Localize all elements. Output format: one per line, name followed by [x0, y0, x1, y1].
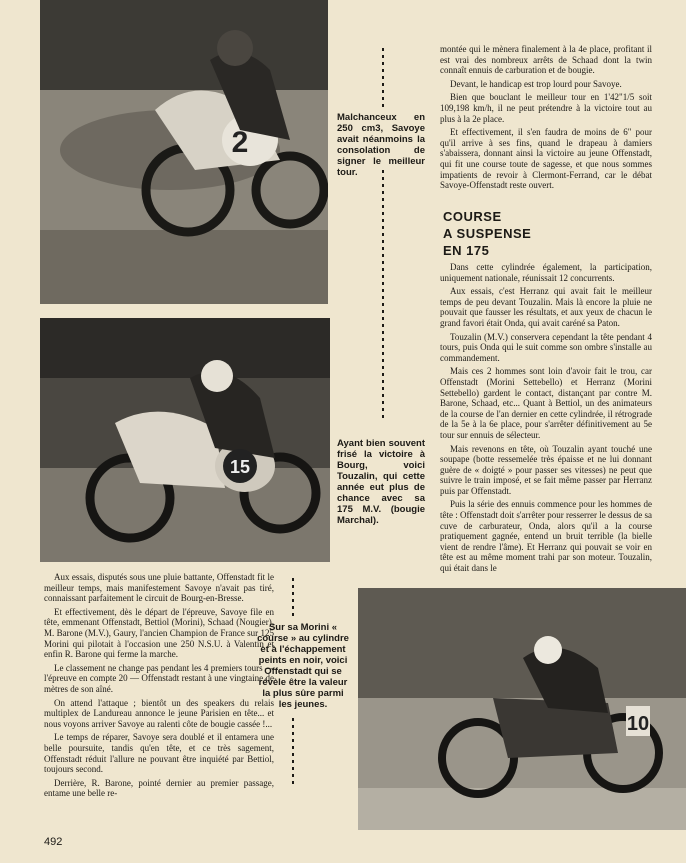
- photo-savoye: [40, 0, 328, 304]
- page-number: 492: [44, 836, 63, 848]
- caption-savoye: Malchanceux en 250 cm3, Savoye avait néanmoins la consolation de signer le meilleur tour.: [337, 112, 425, 178]
- right-column-top: montée qui le mènera finalement à la 4e place, profitant il est vrai des nombreux arrêts de Schaad dont la twin connaît ennuis de carburation et de bougie. Devant, le handicap est trop lourd pour Savoye. Bien que bouclant le meilleur tour en 1'42"1/5 soit 109,198 km/h, il ne peut prétendre à la victoire tout au plus à la 2e place. Et effectivement, il s'en faudra de moins de 6" pour qu'il arrive à ses fins, quand le drapeau à damiers s'abaissera, donnant ainsi la victoire au jeune Offenstadt, qui fit une course toute de sagesse, et que nous sommes impatients de revoir à Clermont-Ferrand, car le débat Savoye-Offenstadt reste ouvert.: [440, 44, 652, 191]
- divider-dots-4: [292, 718, 294, 788]
- photo-touzalin: [40, 318, 330, 562]
- number-plate-10: 10: [626, 713, 650, 735]
- section-heading: COURSE A SUSPENSE EN 175: [443, 209, 532, 258]
- divider-dots-3: [292, 578, 294, 618]
- caption-touzalin: Ayant bien souvent frisé la victoire à Bourg, voici Touzalin, qui cette année eut plus de chance avec sa 175 M.V. (bougie Marchal).: [337, 438, 425, 526]
- number-plate-15: 15: [229, 457, 251, 477]
- divider-dots-1: [382, 48, 384, 110]
- divider-dots-2: [382, 170, 384, 420]
- number-plate-2: 2: [231, 126, 249, 159]
- right-column-bottom: Dans cette cylindrée également, la participation, uniquement nationale, réunissait 12 concurrents. Aux essais, c'est Herranz qui avait fait le meilleur temps de peu devant Touzalin. Mais là encore la pluie ne pouvait que fausser les résultats, et aux yeux de chacun le grand favori était Onda, qui avait caréné sa Paton. Touzalin (M.V.) conservera cependant la tête pendant 4 tours, puis Onda qui le suit comme son ombre s'installe au commandement. Mais ces 2 hommes sont loin d'avoir fait le trou, car Offenstadt (Morini Settebello) et Herranz (Morini Settebello) gardent le contact, distançant par contre M. Barone, Schaad, etc... Quant à Bettiol, un des animateurs de la course de l'an dernier en cette cylindrée, il rétrograde de la 5e à la 6e place, pour s'arrêter définitivement au 5e tour sur ennuis de sélecteur. Mais revenons en tête, où Touzalin ayant touché une soupape (botte ressemelée très épaisse et ne lui donnant guère de « doigté » pour passer ses vitesses) ne peut que suivre le train imposé, et se fait même passer par Herranz puis par Offenstadt. Puis la série des ennuis commence pour les hommes de tête : Offenstadt doit s'arrêter pour resserrer le dessus de sa cuve de carburateur, Onda, alors qu'il a la course pratiquement gagnée, entend un bruit terrible (la bielle vient de rendre l'âme). Et Herranz qui pouvait se voir en tête est au même moment trahi par son moteur. Touzalin, qui était dans le: [440, 262, 652, 574]
- photo-offenstadt: [358, 588, 686, 830]
- left-column-bottom: Aux essais, disputés sous une pluie battante, Offenstadt fit le meilleur temps, mais manifestement Savoye n'avait pas tiré, connaissant parfaitement le circuit de Bourg-en-Bresse. Et effectivement, dès le départ de l'épreuve, Savoye file en tête, emmenant Offenstadt, Bettiol (Morini), Schaad (Nougier), M. Barone (M.V.), Gaury, l'ancien Champion de France sur 125 Morini qui pilotait à l'occasion une 250 N.S.U. à Valentin et enfin R. Barone qui ferme la marche. Le classement ne change pas pendant les 4 premiers tours — l'épreuve en compte 20 — Offenstadt restant à une vingtaine de mètres de son aîné. On attend l'attaque ; bientôt un des speakers du relais multiplex de Landureau annonce le jeune Parisien en tête... et nous voyons arriver Savoye au ralenti côte de bougie cassée !... Le temps de réparer, Savoye sera doublé et il entamera une belle poursuite, tandis qu'en tête, et ce très sagement, Offenstadt réduit l'allure ne pouvant être inquiété par Bettiol, toujours second. Derrière, R. Barone, pointé dernier au premier passage, entame une belle re-: [44, 572, 274, 799]
- caption-offenstadt: Sur sa Morini « course » au cylindre et à l'échappement peints en noir, voici Offenstadt qui se révèle être la valeur la plus sûre parmi les jeunes.: [257, 622, 349, 710]
